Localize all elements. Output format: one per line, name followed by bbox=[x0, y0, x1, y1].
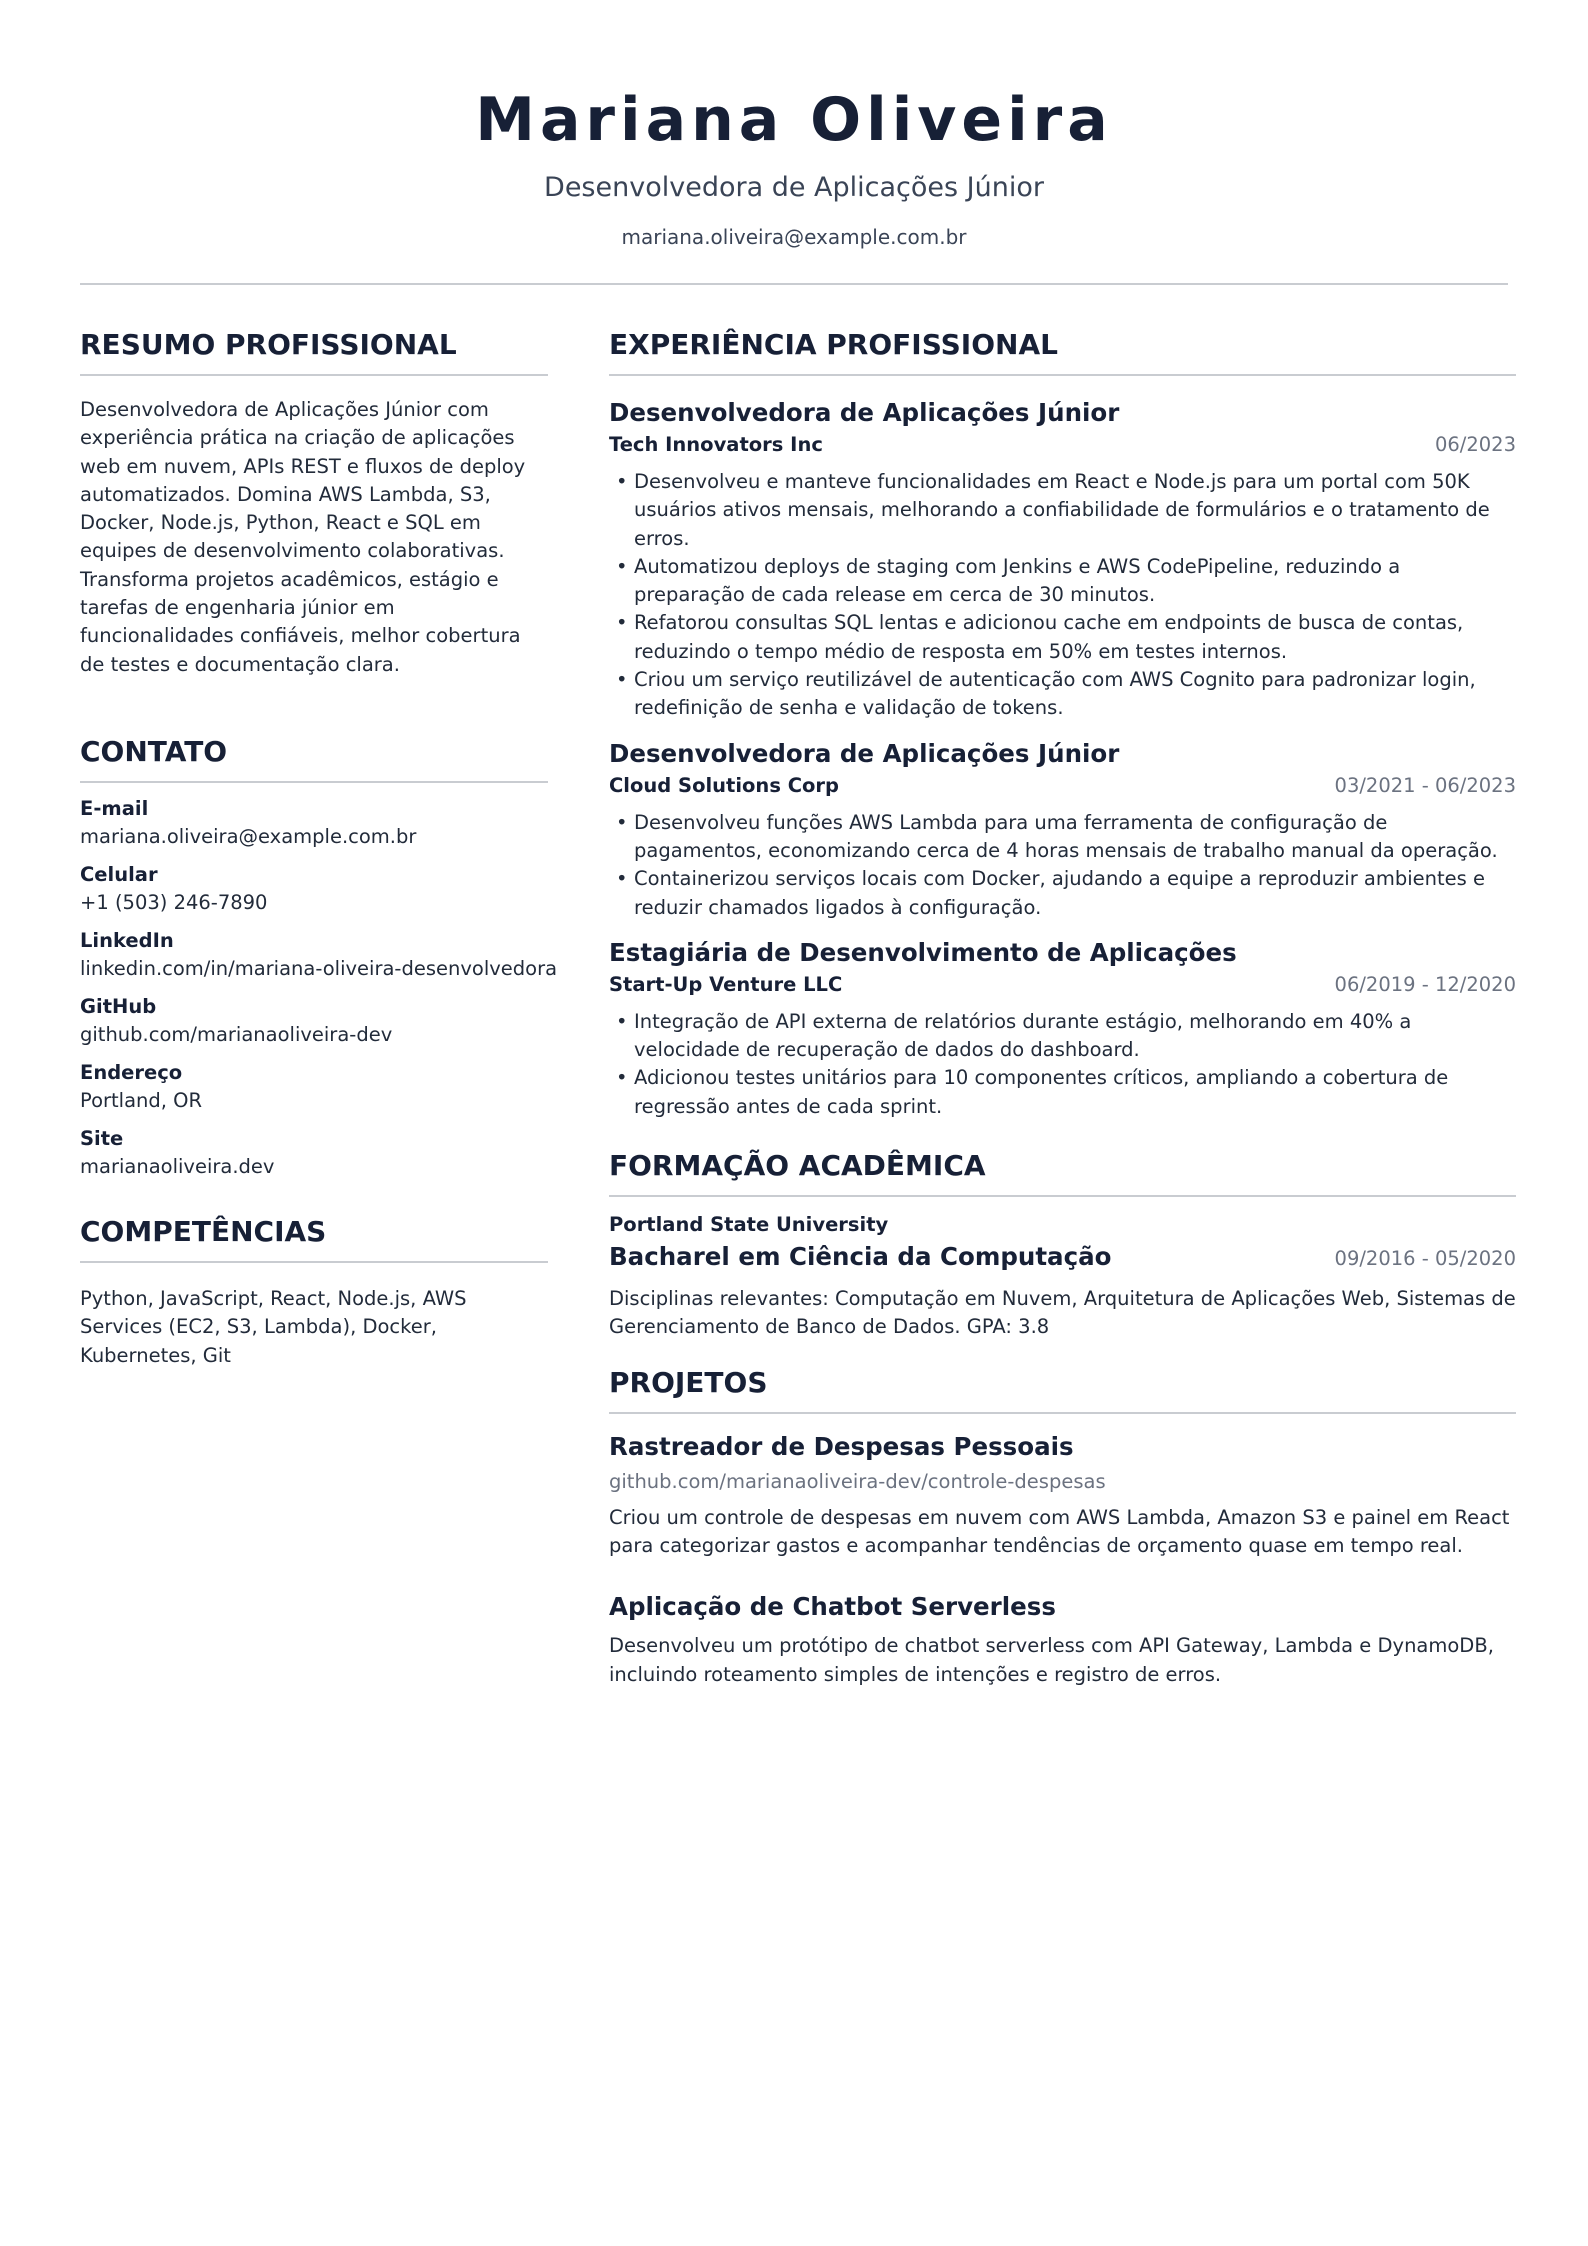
github-link[interactable]: github.com/marianaoliveira-dev bbox=[80, 1022, 393, 1046]
bullet-text: Adicionou testes unitários para 10 componentes críticos, ampliando a cobertura de regressão antes de cada sprint. bbox=[634, 1066, 1449, 1118]
contact-item-email bbox=[80, 795, 548, 851]
company-name: Tech Innovators Inc bbox=[609, 433, 823, 456]
bullet-icon: • bbox=[616, 554, 628, 578]
contact-item-github bbox=[80, 993, 548, 1049]
left-column bbox=[80, 322, 558, 1370]
job-meta bbox=[609, 430, 1516, 460]
degree-title: Bacharel em Ciência da Computação bbox=[609, 1242, 1112, 1272]
bullet-icon: • bbox=[616, 611, 628, 635]
bullet-icon: • bbox=[616, 1009, 628, 1033]
job-title: Desenvolvedora de Aplicações Júnior bbox=[609, 738, 1120, 768]
contact-label: Endereço bbox=[80, 1060, 183, 1084]
job-entry bbox=[609, 936, 1516, 1121]
contact-label: LinkedIn bbox=[80, 928, 174, 952]
contact-item-address bbox=[80, 1059, 548, 1115]
website-link[interactable]: marianaoliveira.dev bbox=[80, 1154, 275, 1178]
job-bullets bbox=[609, 809, 1516, 922]
bullet-item bbox=[609, 609, 1516, 666]
job-dates: 06/2023 bbox=[1434, 433, 1516, 456]
project-entry bbox=[609, 1588, 1516, 1689]
education-section bbox=[609, 1143, 1516, 1342]
bullet-item bbox=[609, 865, 1516, 922]
bullet-text: Containerizou serviços locais com Docker, ajudando a equipe a reproduzir ambientes e reduzir chamados ligados à configuração. bbox=[634, 867, 1486, 919]
section-heading: COMPETÊNCIAS bbox=[80, 1209, 548, 1263]
job-title: Desenvolvedora de Aplicações Júnior bbox=[609, 398, 1120, 427]
bullet-icon: • bbox=[616, 867, 628, 891]
project-description: Criou um controle de despesas em nuvem com AWS Lambda, Amazon S3 e painel em React para categorizar gastos e acompanhar tendências de orçamento quase em tempo real. bbox=[609, 1505, 1510, 1557]
contact-item-linkedin bbox=[80, 927, 558, 983]
job-entry bbox=[609, 396, 1516, 723]
experience-section bbox=[609, 322, 1516, 1121]
skills-text: Python, JavaScript, React, Node.js, AWS Services (EC2, S3, Lambda), Docker, Kubernetes, Git bbox=[80, 1286, 467, 1367]
job-bullets bbox=[609, 468, 1516, 723]
job-bullets bbox=[609, 1008, 1516, 1121]
contact-list bbox=[80, 795, 558, 1181]
bullet-item bbox=[609, 1064, 1516, 1121]
linkedin-link[interactable]: linkedin.com/in/mariana-oliveira-desenvolvedora bbox=[80, 956, 558, 980]
section-heading: CONTATO bbox=[80, 729, 548, 783]
project-name: Aplicação de Chatbot Serverless bbox=[609, 1592, 1056, 1622]
project-link[interactable]: github.com/marianaoliveira-dev/controle-despesas bbox=[609, 1469, 1106, 1493]
section-heading: FORMAÇÃO ACADÊMICA bbox=[609, 1143, 1516, 1197]
bullet-item bbox=[609, 1008, 1516, 1065]
candidate-name: Mariana Oliveira bbox=[475, 85, 1113, 155]
job-entry bbox=[609, 737, 1516, 922]
job-dates: 06/2019 - 12/2020 bbox=[1334, 972, 1516, 996]
bullet-item bbox=[609, 553, 1516, 610]
bullet-text: Desenvolveu funções AWS Lambda para uma ferramenta de configuração de pagamentos, economizando cerca de 4 horas mensais de trabalho manual da operação. bbox=[634, 810, 1498, 862]
job-meta bbox=[609, 771, 1516, 801]
resume-header bbox=[80, 78, 1508, 252]
bullet-text: Automatizou deploys de staging com Jenkins e AWS CodePipeline, reduzindo a preparação de cada release em cerca de 30 minutos. bbox=[634, 554, 1401, 607]
project-entry bbox=[609, 1428, 1516, 1561]
job-title: Estagiária de Desenvolvimento de Aplicações bbox=[609, 937, 1237, 967]
company-name: Start-Up Venture LLC bbox=[609, 972, 843, 996]
bullet-item bbox=[609, 666, 1516, 723]
candidate-title: Desenvolvedora de Aplicações Júnior bbox=[544, 172, 1044, 203]
bullet-item bbox=[609, 809, 1516, 866]
contact-label: Celular bbox=[80, 862, 158, 886]
contact-label: E-mail bbox=[80, 796, 149, 820]
contact-label: Site bbox=[80, 1126, 124, 1150]
email-value[interactable]: mariana.oliveira@example.com.br bbox=[80, 824, 417, 848]
bullet-text: Desenvolveu e manteve funcionalidades em React e Node.js para um portal com 50K usuários ativos mensais, melhorando a confiabilidade de formulários e o tratamento de erros. bbox=[634, 470, 1490, 550]
bullet-icon: • bbox=[616, 1066, 628, 1090]
bullet-text: Integração de API externa de relatórios durante estágio, melhorando em 40% a velocidade de recuperação de dados do dashboard. bbox=[634, 1009, 1412, 1062]
header-email: mariana.oliveira@example.com.br bbox=[621, 225, 967, 249]
contact-item-phone bbox=[80, 861, 548, 917]
bullet-text: Criou um serviço reutilizável de autenticação com AWS Cognito para padronizar login, redefinição de senha e validação de tokens. bbox=[634, 668, 1476, 720]
education-description: Disciplinas relevantes: Computação em Nuvem, Arquitetura de Aplicações Web, Sistemas de Gerenciamento de Banco de Dados. GPA: 3.8 bbox=[609, 1287, 1516, 1339]
address-value: Portland, OR bbox=[80, 1088, 203, 1112]
section-heading: RESUMO PROFISSIONAL bbox=[80, 322, 548, 376]
section-heading: PROJETOS bbox=[609, 1360, 1516, 1414]
section-heading: EXPERIÊNCIA PROFISSIONAL bbox=[609, 322, 1516, 376]
degree-meta bbox=[609, 1239, 1516, 1275]
header-divider bbox=[80, 283, 1508, 285]
bullet-text: Refatorou consultas SQL lentas e adicionou cache em endpoints de busca de contas, reduzindo o tempo médio de resposta em 50% em testes internos. bbox=[634, 611, 1464, 663]
project-description: Desenvolveu um protótipo de chatbot serverless com API Gateway, Lambda e DynamoDB, incluindo roteamento simples de intenções e registro de erros. bbox=[609, 1634, 1494, 1686]
summary-text: Desenvolvedora de Aplicações Júnior com experiência prática na criação de aplicações web em nuvem, APIs REST e fluxos de deploy automatizados. Domina AWS Lambda, S3, Docker, Node.js, Python, React e SQL em equipes de desenvolvimento colaborativas. Transforma projetos acadêmicos, estágio e tarefas de engenharia júnior em funcionalidades confiáveis, melhor cobertura de testes e documentação clara. bbox=[80, 398, 526, 676]
job-dates: 03/2021 - 06/2023 bbox=[1334, 773, 1516, 797]
projects-section bbox=[609, 1360, 1516, 1689]
school-name: Portland State University bbox=[609, 1213, 889, 1237]
contact-item-site bbox=[80, 1125, 548, 1181]
bullet-icon: • bbox=[616, 810, 628, 834]
contact-section bbox=[80, 729, 558, 1181]
bullet-icon: • bbox=[616, 668, 628, 692]
bullet-item bbox=[609, 468, 1516, 553]
bullet-icon: • bbox=[616, 470, 628, 493]
right-column bbox=[609, 322, 1516, 1689]
phone-value: +1 (503) 246-7890 bbox=[80, 890, 268, 914]
summary-section bbox=[80, 322, 548, 679]
project-name: Rastreador de Despesas Pessoais bbox=[609, 1431, 1074, 1461]
education-dates: 09/2016 - 05/2020 bbox=[1334, 1247, 1516, 1271]
company-name: Cloud Solutions Corp bbox=[609, 773, 839, 797]
skills-section bbox=[80, 1209, 548, 1370]
contact-label: GitHub bbox=[80, 994, 157, 1018]
job-meta bbox=[609, 970, 1516, 1000]
